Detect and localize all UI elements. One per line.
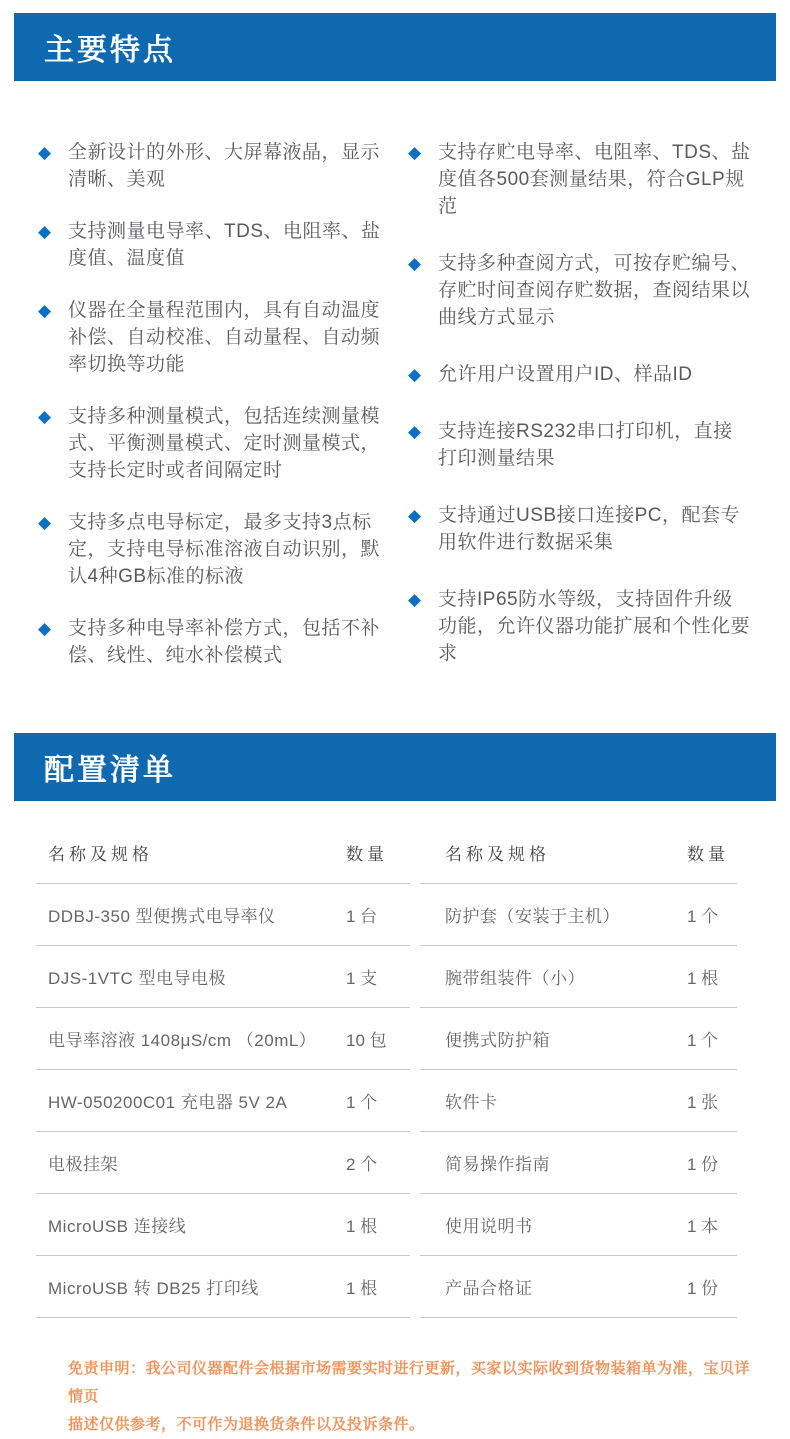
item-name: 产品合格证 bbox=[445, 1279, 533, 1298]
item-qty: 1 台 bbox=[346, 907, 378, 926]
column-header-qty: 数量 bbox=[687, 845, 729, 864]
features-banner bbox=[14, 13, 776, 81]
disclaimer-line: 描述仅供参考，不可作为退换货条件以及投诉条件。 bbox=[68, 1416, 425, 1433]
column-header-name: 名称及规格 bbox=[445, 845, 550, 864]
diamond-bullet-icon: ◆ bbox=[38, 222, 52, 241]
diamond-bullet-icon: ◆ bbox=[408, 254, 422, 273]
feature-item bbox=[38, 297, 382, 378]
item-name: MicroUSB 连接线 bbox=[48, 1217, 187, 1236]
table-row bbox=[36, 884, 410, 946]
config-title: 配置清单 bbox=[44, 754, 176, 787]
feature-item bbox=[408, 418, 752, 472]
feature-item bbox=[38, 403, 382, 484]
item-name: 腕带组装件（小） bbox=[445, 969, 585, 988]
item-qty: 1 个 bbox=[687, 907, 719, 926]
table-row bbox=[36, 1008, 410, 1070]
item-qty: 1 支 bbox=[346, 969, 378, 988]
diamond-bullet-icon: ◆ bbox=[38, 513, 52, 532]
item-name: 便携式防护箱 bbox=[445, 1031, 550, 1050]
feature-item bbox=[408, 361, 752, 388]
feature-item bbox=[38, 139, 382, 193]
feature-item bbox=[38, 218, 382, 272]
feature-text: 支持多种查阅方式，可按存贮编号、存贮时间查阅存贮数据，查阅结果以曲线方式显示 bbox=[438, 253, 751, 328]
features-title: 主要特点 bbox=[44, 34, 176, 67]
table-row bbox=[420, 1132, 737, 1194]
table-row bbox=[36, 1132, 410, 1194]
feature-text: 全新设计的外形、大屏幕液晶，显示清晰、美观 bbox=[68, 142, 381, 190]
item-qty: 10 包 bbox=[346, 1031, 387, 1050]
diamond-bullet-icon: ◆ bbox=[408, 143, 422, 162]
item-name: 软件卡 bbox=[445, 1093, 498, 1112]
diamond-bullet-icon: ◆ bbox=[408, 590, 422, 609]
item-name: 电极挂架 bbox=[48, 1155, 118, 1174]
table-header-row bbox=[36, 822, 410, 884]
item-name: 防护套（安装于主机） bbox=[445, 907, 620, 926]
item-name: 使用说明书 bbox=[445, 1217, 533, 1236]
features-left-column bbox=[38, 139, 382, 669]
features-list bbox=[38, 139, 752, 669]
item-name: 简易操作指南 bbox=[445, 1155, 550, 1174]
item-name: 电导率溶液 1408μS/cm （20mL） bbox=[48, 1031, 317, 1050]
item-qty: 1 本 bbox=[687, 1217, 719, 1236]
feature-text: 仪器在全量程范围内，具有自动温度补偿、自动校准、自动量程、自动频率切换等功能 bbox=[68, 300, 381, 375]
feature-text: 支持多种测量模式，包括连续测量模式、平衡测量模式、定时测量模式，支持长定时或者间隔定时 bbox=[68, 406, 381, 481]
feature-text: 支持多点电导标定，最多支持3点标定，支持电导标准溶液自动识别，默认4种GB标准的标液 bbox=[68, 512, 381, 587]
item-qty: 1 个 bbox=[687, 1031, 719, 1050]
feature-text: 支持测量电导率、TDS、电阻率、盐度值、温度值 bbox=[68, 221, 381, 269]
table-row bbox=[420, 946, 737, 1008]
table-row bbox=[36, 1070, 410, 1132]
diamond-bullet-icon: ◆ bbox=[38, 407, 52, 426]
config-banner bbox=[14, 733, 776, 801]
item-qty: 1 根 bbox=[346, 1279, 378, 1298]
table-header-row bbox=[420, 822, 737, 884]
item-name: DDBJ-350 型便携式电导率仪 bbox=[48, 907, 276, 926]
feature-item bbox=[408, 502, 752, 556]
feature-text: 支持通过USB接口连接PC，配套专用软件进行数据采集 bbox=[438, 505, 740, 553]
item-qty: 1 份 bbox=[687, 1155, 719, 1174]
table-row bbox=[420, 884, 737, 946]
feature-item bbox=[38, 615, 382, 669]
item-name: MicroUSB 转 DB25 打印线 bbox=[48, 1279, 259, 1298]
config-table-left bbox=[36, 822, 410, 1318]
features-right-column bbox=[408, 139, 752, 669]
item-qty: 1 根 bbox=[346, 1217, 378, 1236]
item-qty: 1 个 bbox=[346, 1093, 378, 1112]
item-qty: 2 个 bbox=[346, 1155, 378, 1174]
column-header-qty: 数量 bbox=[346, 845, 388, 864]
item-qty: 1 根 bbox=[687, 969, 719, 988]
feature-text: 支持IP65防水等级，支持固件升级功能，允许仪器功能扩展和个性化要求 bbox=[438, 589, 751, 664]
table-row bbox=[420, 1070, 737, 1132]
diamond-bullet-icon: ◆ bbox=[408, 506, 422, 525]
feature-text: 允许用户设置用户ID、样品ID bbox=[438, 364, 693, 385]
feature-item bbox=[408, 586, 752, 667]
table-row bbox=[36, 1256, 410, 1318]
config-tables bbox=[36, 822, 737, 1318]
table-row bbox=[420, 1008, 737, 1070]
product-detail-page bbox=[0, 13, 790, 1439]
diamond-bullet-icon: ◆ bbox=[38, 143, 52, 162]
feature-item bbox=[408, 250, 752, 331]
diamond-bullet-icon: ◆ bbox=[38, 301, 52, 320]
feature-item bbox=[38, 509, 382, 590]
config-table-right bbox=[420, 822, 737, 1318]
disclaimer-line: 免责申明：我公司仪器配件会根据市场需要实时进行更新，买家以实际收到货物装箱单为准，宝贝详情页 bbox=[68, 1360, 751, 1405]
diamond-bullet-icon: ◆ bbox=[408, 422, 422, 441]
disclaimer bbox=[68, 1355, 760, 1439]
table-row bbox=[36, 1194, 410, 1256]
diamond-bullet-icon: ◆ bbox=[408, 365, 422, 384]
item-qty: 1 份 bbox=[687, 1279, 719, 1298]
feature-item bbox=[408, 139, 752, 220]
feature-text: 支持多种电导率补偿方式，包括不补偿、线性、纯水补偿模式 bbox=[68, 618, 381, 666]
table-row bbox=[420, 1256, 737, 1318]
diamond-bullet-icon: ◆ bbox=[38, 619, 52, 638]
item-name: DJS-1VTC 型电导电极 bbox=[48, 969, 226, 988]
table-row bbox=[36, 946, 410, 1008]
item-name: HW-050200C01 充电器 5V 2A bbox=[48, 1093, 288, 1112]
item-qty: 1 张 bbox=[687, 1093, 719, 1112]
feature-text: 支持连接RS232串口打印机，直接打印测量结果 bbox=[438, 421, 733, 469]
table-row bbox=[420, 1194, 737, 1256]
feature-text: 支持存贮电导率、电阻率、TDS、盐度值各500套测量结果，符合GLP规范 bbox=[438, 142, 751, 217]
column-header-name: 名称及规格 bbox=[48, 845, 153, 864]
